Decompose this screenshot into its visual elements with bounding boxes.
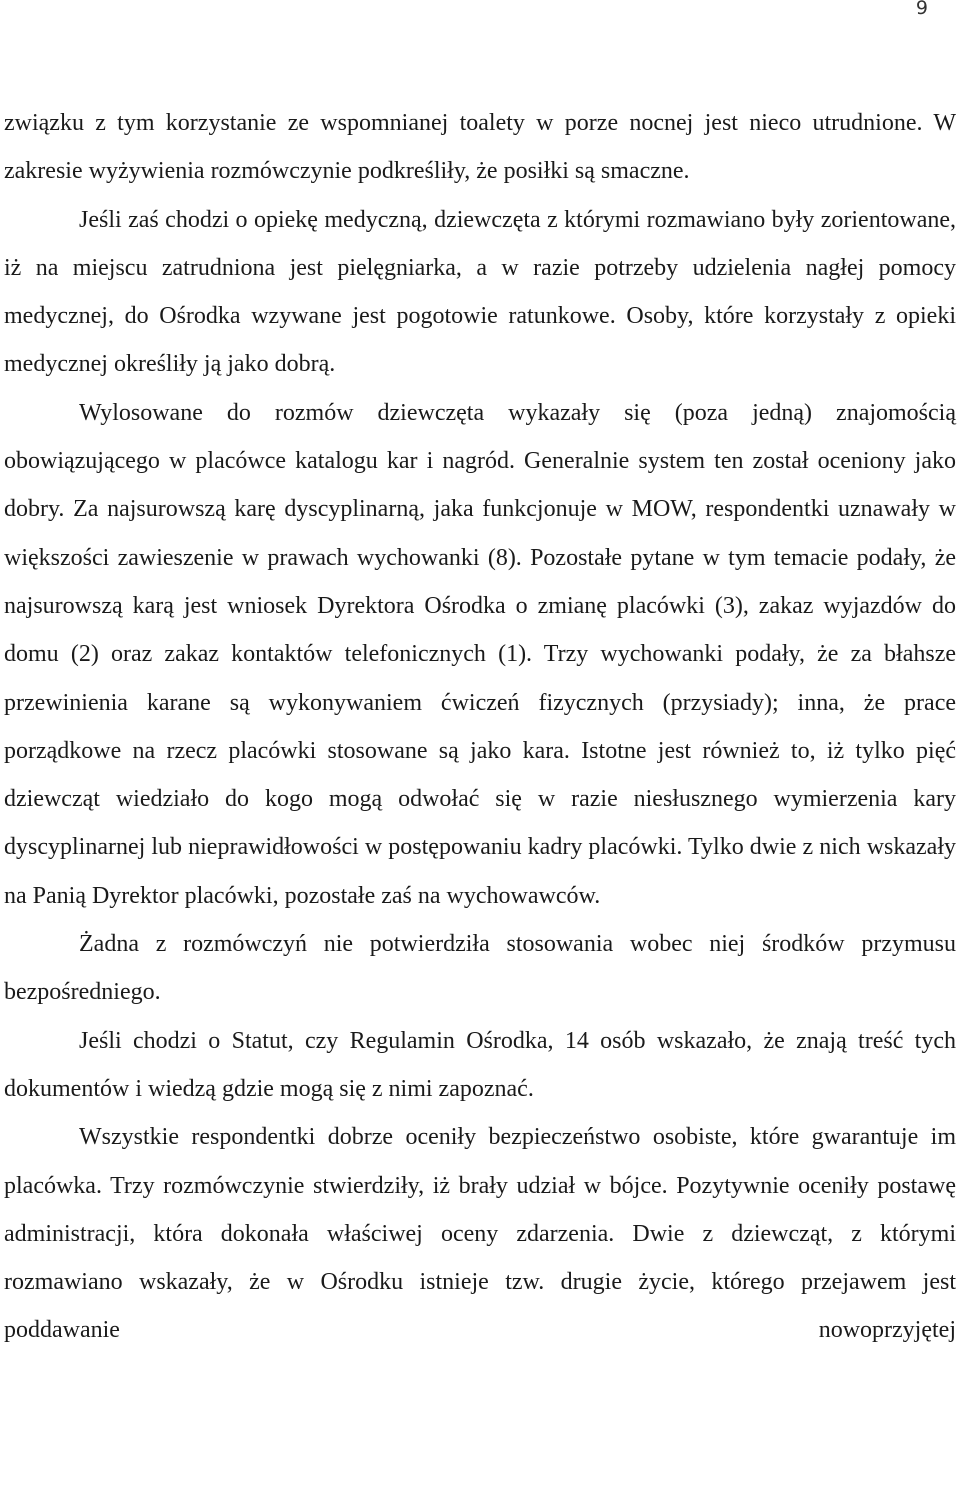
paragraph-penalties-rewards: Wylosowane do rozmów dziewczęta wykazały się (poza jedną) znajomością obowiązującego w placówce katalogu kar i nagród. Generalnie system ten został oceniony jako dobry. Za najsurowszą karę dyscyplinarną, jaka funkcjonuje w MOW, respondentki uznawały w większości zawieszenie w prawach wychowanki (8). Pozostałe pytane w tym temacie podały, że najsurowszą karą jest wniosek Dyrektora Ośrodka o zmianę placówki (3), zakaz wyjazdów do domu (2) oraz zakaz kontaktów telefonicznych (1). Trzy wychowanki podały, że za błahsze przewinienia karane są wykonywaniem ćwiczeń fizycznych (przysiady); inna, że prace porządkowe na rzecz placówki stosowane są jako kara. Istotne jest również to, iż tylko pięć dziewcząt wiedziało do kogo mogą odwołać się w razie niesłusznego wymierzenia kary dyscyplinarnej lub nieprawidłowości w postępowaniu kadry placówki. Tylko dwie z nich wskazały na Panią Dyrektor placówki, pozostałe zaś na wychowawców. [4, 399, 956, 909]
page-number: 9 [915, 0, 928, 19]
paragraph-coercion: Żadna z rozmówczyń nie potwierdziła stosowania wobec niej środków przymusu bezpośredniego. [4, 931, 956, 1006]
paragraph-statute: Jeśli chodzi o Statut, czy Regulamin Ośrodka, 14 osób wskazało, że znają treść tych dokumentów i wiedzą gdzie mogą się z nimi zapoznać. [4, 1027, 956, 1102]
document-body [4, 99, 956, 1355]
paragraph-toilet-food: związku z tym korzystanie ze wspomnianej toalety w porze nocnej jest nieco utrudnione. W zakresie wyżywienia rozmówczynie podkreśliły, że posiłki są smaczne. [4, 110, 956, 185]
paragraph-medical-care: Jeśli zaś chodzi o opiekę medyczną, dziewczęta z którymi rozmawiano były zorientowane, iż na miejscu zatrudniona jest pielęgniarka, a w razie potrzeby udzielenia nagłej pomocy medycznej, do Ośrodka wzywane jest pogotowie ratunkowe. Osoby, które korzystały z opieki medycznej określiły ją jako dobrą. [4, 206, 956, 378]
paragraph-safety: Wszystkie respondentki dobrze oceniły bezpieczeństwo osobiste, które gwarantuje im placówka. Trzy rozmówczynie stwierdziły, iż brały udział w bójce. Pozytywnie oceniły postawę administracji, która dokonała właściwej oceny zdarzenia. Dwie z dziewcząt, z którymi rozmawiano wskazały, że w Ośrodku istnieje tzw. drugie życie, którego przejawem jest poddawanie nowoprzyjętej [4, 1124, 956, 1344]
